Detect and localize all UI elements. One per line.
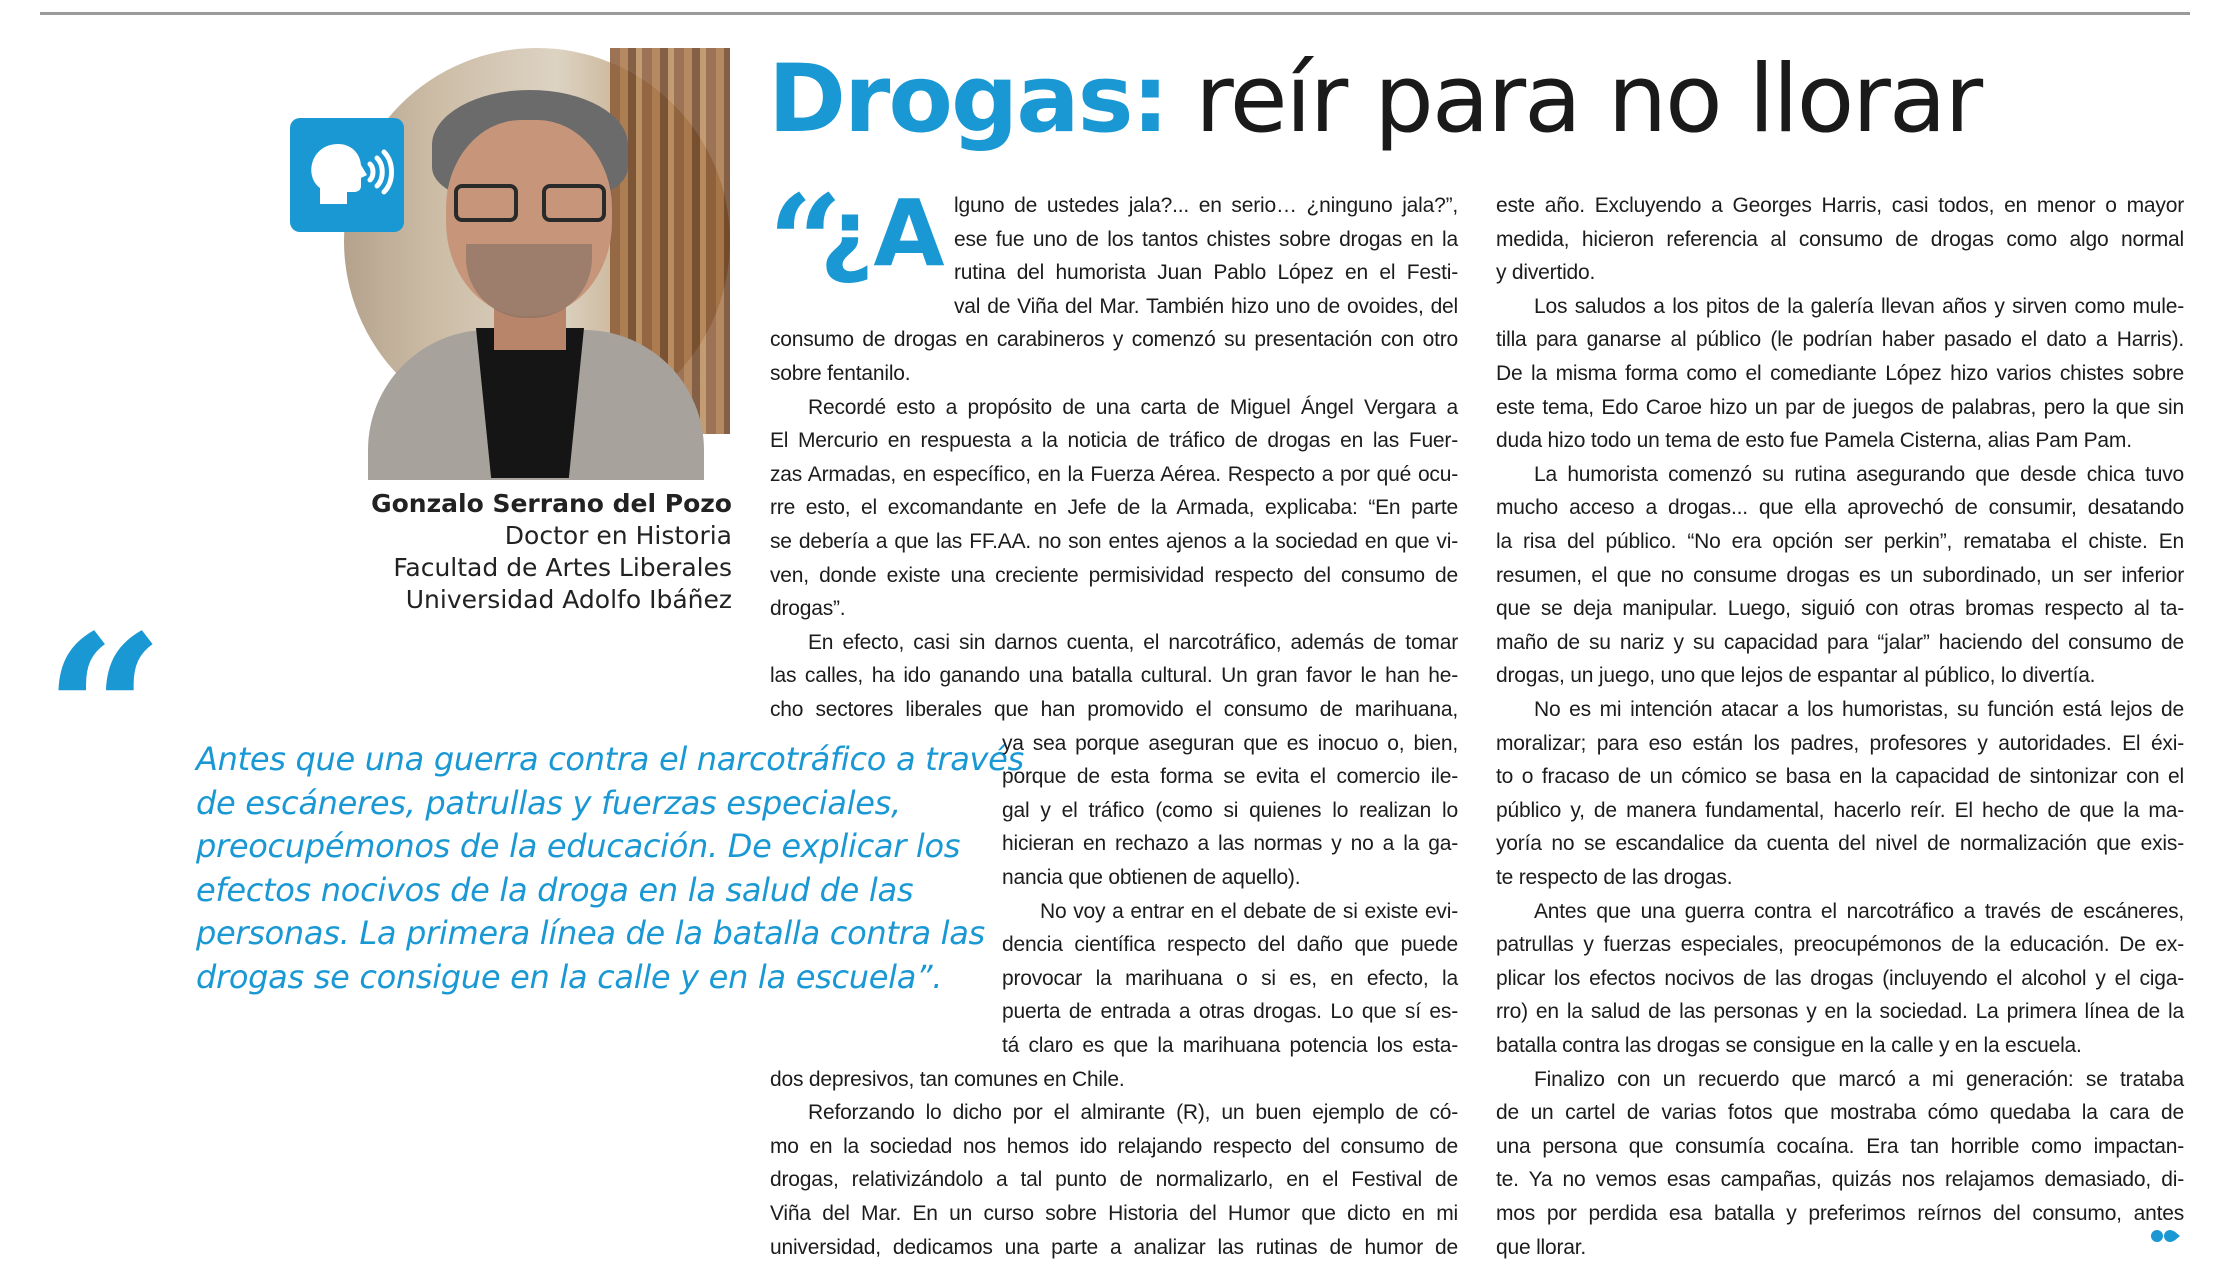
article-line: dos depresivos, tan comunes en Chile. xyxy=(770,1068,1125,1091)
speaking-head-icon xyxy=(290,118,404,232)
article-line: nancia que obtienen de aquello). xyxy=(1002,866,1301,889)
article-line: rre esto, el excomandante en Jefe de la Armada, explicaba: “En parte xyxy=(770,496,1458,519)
article-line: Viña del Mar. En un curso sobre Historia del Humor que dicto en mi xyxy=(770,1202,1458,1225)
audio-badge[interactable] xyxy=(290,118,404,232)
article-line: cho sectores liberales que han promovido el consumo de marihuana, xyxy=(770,698,1458,721)
article-line: rutina del humorista Juan Pablo López en el Festi- xyxy=(954,261,1458,284)
article-line: puerta de entrada a otras drogas. Lo que sí es- xyxy=(1002,1000,1458,1023)
article-line: duda hizo todo un tema de esto fue Pamela Cisterna, alias Pam Pam. xyxy=(1496,429,2132,452)
pull-quote-line: drogas se consigue en la calle y en la escuela”. xyxy=(196,957,943,996)
article-line: de un cartel de varias fotos que mostraba cómo quedaba la cara de xyxy=(1496,1101,2184,1124)
article-line: que llorar. xyxy=(1496,1236,1587,1259)
article-line: moralizar; para eso están los padres, profesores y autoridades. El éxi- xyxy=(1496,732,2184,755)
article-line: drogas”. xyxy=(770,597,846,620)
article-line: mucho acceso a drogas... que ella aprovechó de consumir, desatando xyxy=(1496,496,2184,519)
article-line: la risa del público. “No era opción ser perkin”, remataba el chiste. En xyxy=(1496,530,2184,553)
headline-main: reír para no llorar xyxy=(1167,45,1982,154)
article-line: Antes que una guerra contra el narcotráfico a través de escáneres, xyxy=(1534,900,2184,923)
article-line: que se deja manipular. Luego, siguió con otras bromas respecto al ta- xyxy=(1496,597,2184,620)
pull-quote-line: personas. La primera línea de la batalla contra las xyxy=(196,914,985,952)
article-line: El Mercurio en respuesta a la noticia de tráfico de drogas en las Fuer- xyxy=(770,429,1458,452)
article-line: una persona que consumía cocaína. Era tan horrible como impactan- xyxy=(1496,1135,2184,1158)
article-line: zas Armadas, en específico, en la Fuerza Aérea. Respecto a por qué ocu- xyxy=(770,463,1458,486)
byline xyxy=(371,488,732,616)
top-rule xyxy=(40,12,2190,15)
article-line: tilla para ganarse al público (le podrían haber pasado el dato a Harris). xyxy=(1496,328,2184,351)
article-line: lguno de ustedes jala?... en serio… ¿ninguno jala?”, xyxy=(954,194,1458,217)
article-line: Los saludos a los pitos de la galería llevan años y sirven como mule- xyxy=(1534,295,2184,318)
author-portrait xyxy=(344,48,730,434)
article-line: batalla contra las drogas se consigue en la calle y en la escuela. xyxy=(1496,1034,2082,1057)
article-line: Finalizo con un recuerdo que marcó a mi generación: se trataba xyxy=(1534,1068,2184,1091)
pull-quote-line: de escáneres, patrullas y fuerzas especiales, xyxy=(196,783,901,822)
article-line: sobre fentanilo. xyxy=(770,362,911,385)
article-line: las calles, ha ido ganando una batalla cultural. Un gran favor le han he- xyxy=(770,664,1458,687)
author-title: Doctor en Historia xyxy=(504,521,732,550)
article-line: se debería a que las FF.AA. no son entes ajenos a la sociedad en que vi- xyxy=(770,530,1458,553)
article-line: medida, hicieron referencia al consumo de drogas como algo normal xyxy=(1496,228,2184,251)
headline xyxy=(768,40,1981,160)
article-line: yoría no se escandalice da cuenta del nivel de normalización que exis- xyxy=(1496,832,2184,855)
article-line: ese fue uno de los tantos chistes sobre drogas en la xyxy=(954,228,1458,251)
article-line: Reforzando lo dicho por el almirante (R), un buen ejemplo de có- xyxy=(808,1101,1458,1124)
article-line: porque de esta forma se evita el comercio ile- xyxy=(1002,765,1458,788)
article-line: consumo de drogas en carabineros y comenzó su presentación con otro xyxy=(770,328,1458,351)
author-faculty: Facultad de Artes Liberales xyxy=(393,553,732,582)
article-line: y divertido. xyxy=(1496,261,1596,284)
article-line: No voy a entrar en el debate de si existe evi- xyxy=(1040,900,1458,923)
article-line: Recordé esto a propósito de una carta de Miguel Ángel Vergara a xyxy=(808,396,1458,419)
end-mark-icon xyxy=(2150,1228,2180,1244)
article-line: resumen, el que no consume drogas es un subordinado, un ser inferior xyxy=(1496,564,2184,587)
article-line: este año. Excluyendo a Georges Harris, casi todos, en menor o mayor xyxy=(1496,194,2184,217)
article-line: provocar la marihuana o si es, en efecto, la xyxy=(1002,967,1458,990)
article-line: te respecto de las drogas. xyxy=(1496,866,1733,889)
portrait-shirt xyxy=(476,328,584,478)
article-line: La humorista comenzó su rutina asegurando que desde chica tuvo xyxy=(1534,463,2184,486)
article-line: mos por perdida esa batalla y preferimos reírnos del consumo, antes xyxy=(1496,1202,2184,1225)
article-line: patrullas y fuerzas especiales, preocupémonos de la educación. De ex- xyxy=(1496,933,2184,956)
author-university: Universidad Adolfo Ibáñez xyxy=(405,585,732,614)
article-line: En efecto, casi sin darnos cuenta, el narcotráfico, además de tomar xyxy=(808,631,1458,654)
pull-quote xyxy=(196,738,1024,999)
portrait-glasses xyxy=(454,184,606,224)
article-line: De la misma forma como el comediante López hizo varios chistes sobre xyxy=(1496,362,2184,385)
article-line: dencia científica respecto del daño que puede xyxy=(1002,933,1458,956)
article-line: val de Viña del Mar. También hizo uno de ovoides, del xyxy=(954,295,1458,318)
article-line: plicar los efectos nocivos de las drogas (incluyendo el alcohol y el ciga- xyxy=(1496,967,2184,990)
drop-cap: ¿A xyxy=(820,180,945,287)
article-line: público y, de manera fundamental, hacerlo reír. El hecho de que la ma- xyxy=(1496,799,2184,822)
pull-quote-line: Antes que una guerra contra el narcotráfico a través xyxy=(196,740,1024,778)
article-line: este tema, Edo Caroe hizo un par de juegos de palabras, pero la que sin xyxy=(1496,396,2184,419)
article-line: to o fracaso de un cómico se basa en la capacidad de sintonizar con el xyxy=(1496,765,2184,788)
pull-quote-line: preocupémonos de la educación. De explicar los xyxy=(196,827,961,865)
article-line: No es mi intención atacar a los humoristas, su función está lejos de xyxy=(1534,698,2184,721)
headline-accent: Drogas: xyxy=(768,45,1168,154)
article-line: rro) en la salud de las personas y en la sociedad. La primera línea de la xyxy=(1496,1000,2184,1023)
article-line: universidad, dedicamos una parte a analizar las rutinas de humor de xyxy=(770,1236,1458,1259)
article-line: mo en la sociedad nos hemos ido relajando respecto del consumo de xyxy=(770,1135,1458,1158)
article-line: hicieran en rechazo a las normas y no a la ga- xyxy=(1002,832,1458,855)
pull-quote-line: efectos nocivos de la droga en la salud de las xyxy=(196,870,914,909)
article-line: gal y el tráfico (como si quienes lo realizan lo xyxy=(1002,799,1458,822)
article-line: te. Ya no vemos esas campañas, quizás nos relajamos demasiado, di- xyxy=(1496,1168,2184,1191)
author-name: Gonzalo Serrano del Pozo xyxy=(371,489,732,518)
article-line: drogas, un juego, uno que lejos de espantar al público, lo divertía. xyxy=(1496,664,2096,687)
article-line: ven, donde existe una creciente permisividad respecto del consumo de xyxy=(770,564,1458,587)
svg-text:“: “ xyxy=(768,166,843,319)
article-line: drogas, relativizándolo a tal punto de normalizarlo, en el Festival de xyxy=(770,1168,1458,1191)
svg-text:“: “ xyxy=(44,589,165,836)
article-line: maño de su nariz y su capacidad para “jalar” haciendo del consumo de xyxy=(1496,631,2184,654)
quote-mark-icon xyxy=(44,589,174,836)
portrait-beard xyxy=(466,244,592,318)
article-line: ya sea porque aseguran que es inocuo o, bien, xyxy=(1002,732,1458,755)
article-line: tá claro es que la marihuana potencia los esta- xyxy=(1002,1034,1458,1057)
